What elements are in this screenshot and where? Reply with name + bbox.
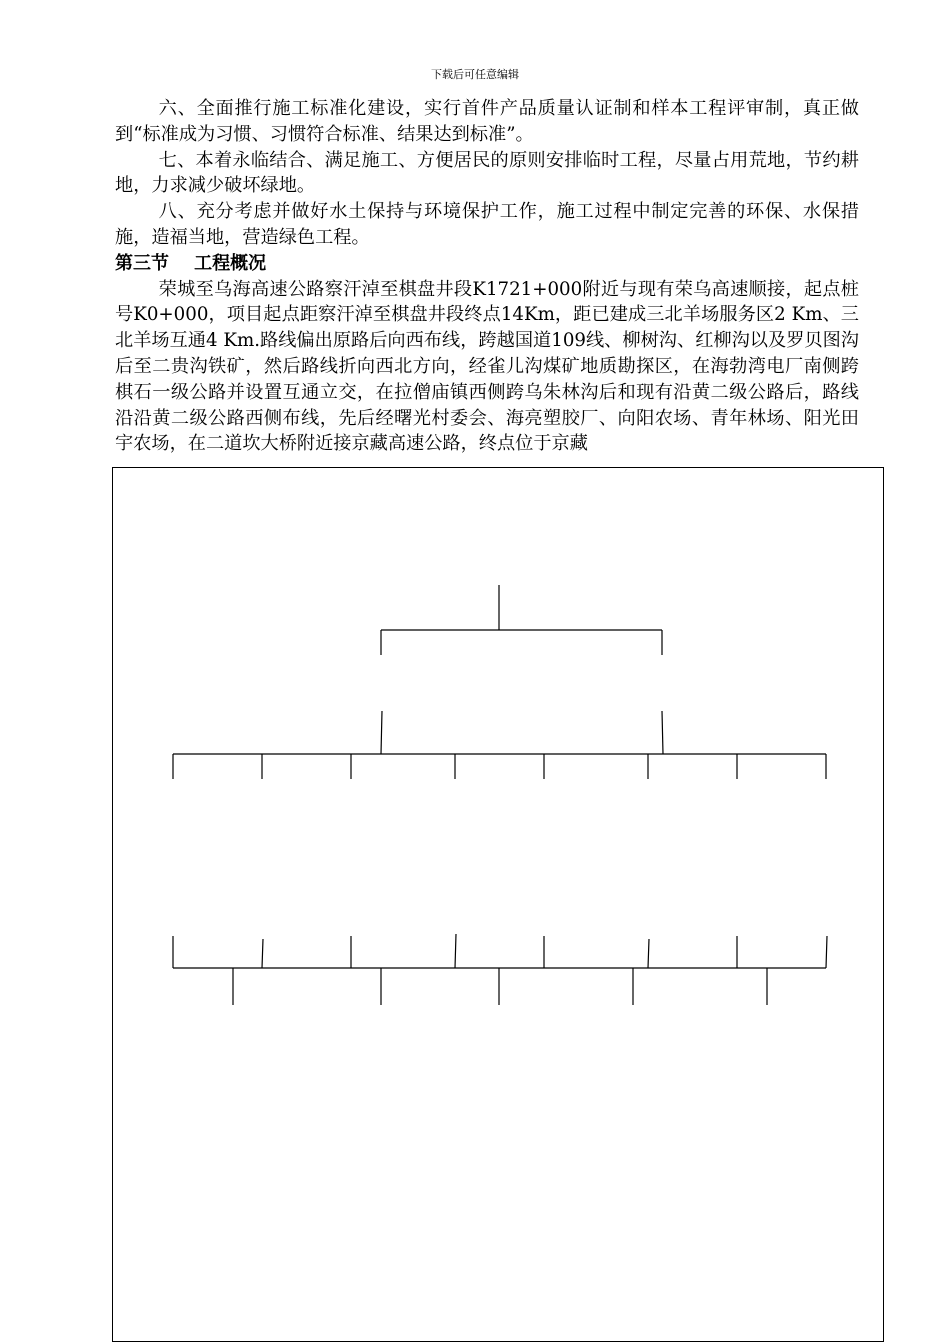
- org-chart-connectors: [113, 468, 885, 1343]
- connector-rise-2: [262, 939, 263, 968]
- page-header: 下载后可任意编辑: [431, 68, 519, 81]
- section-heading: 第三节 工程概况: [115, 252, 267, 274]
- document-body: [115, 96, 859, 458]
- connector-rise-4: [455, 934, 456, 968]
- connector-level2-right-stem: [662, 711, 663, 754]
- paragraph-6: 六、全面推行施工标准化建设，实行首件产品质量认证制和样本工程评审制，真正做到“标准成为习惯、习惯符合标准、结果达到标准”。: [115, 98, 859, 145]
- connector-level2-left-stem: [381, 711, 382, 754]
- section-body: 荣城至乌海高速公路察汗淖至棋盘井段K1721+000附近与现有荣乌高速顺接，起点桩号K0+000，项目起点距察汗淖至棋盘井段终点14Km，距已建成三北羊场服务区2 Km、三北羊场互通4 Km.路线偏出原路后向西布线，跨越国道109线、柳树沟、红柳沟以及罗贝图沟后至二贵沟铁矿，然后路线折向西北方向，经雀儿沟煤矿地质勘探区，在海勃湾电厂南侧跨棋石一级公路并设置互通立交，在拉僧庙镇西侧跨乌朱林沟后和现有沿黄二级公路后，路线沿沿黄二级公路西侧布线，先后经曙光村委会、海亮塑胶厂、向阳农场、青年林场、阳光田宇农场，在二道坎大桥附近接京藏高速公路，终点位于京藏: [115, 278, 859, 455]
- paragraph-7: 七、本着永临结合、满足施工、方便居民的原则安排临时工程，尽量占用荒地，节约耕地，力求减少破坏绿地。: [115, 149, 859, 197]
- connector-rise-6: [648, 939, 649, 968]
- org-chart-frame: [112, 467, 884, 1342]
- connector-rise-8: [826, 936, 827, 968]
- paragraph-8: 八、充分考虑并做好水土保持与环境保护工作，施工过程中制定完善的环保、水保措施，造福当地，营造绿色工程。: [115, 201, 859, 248]
